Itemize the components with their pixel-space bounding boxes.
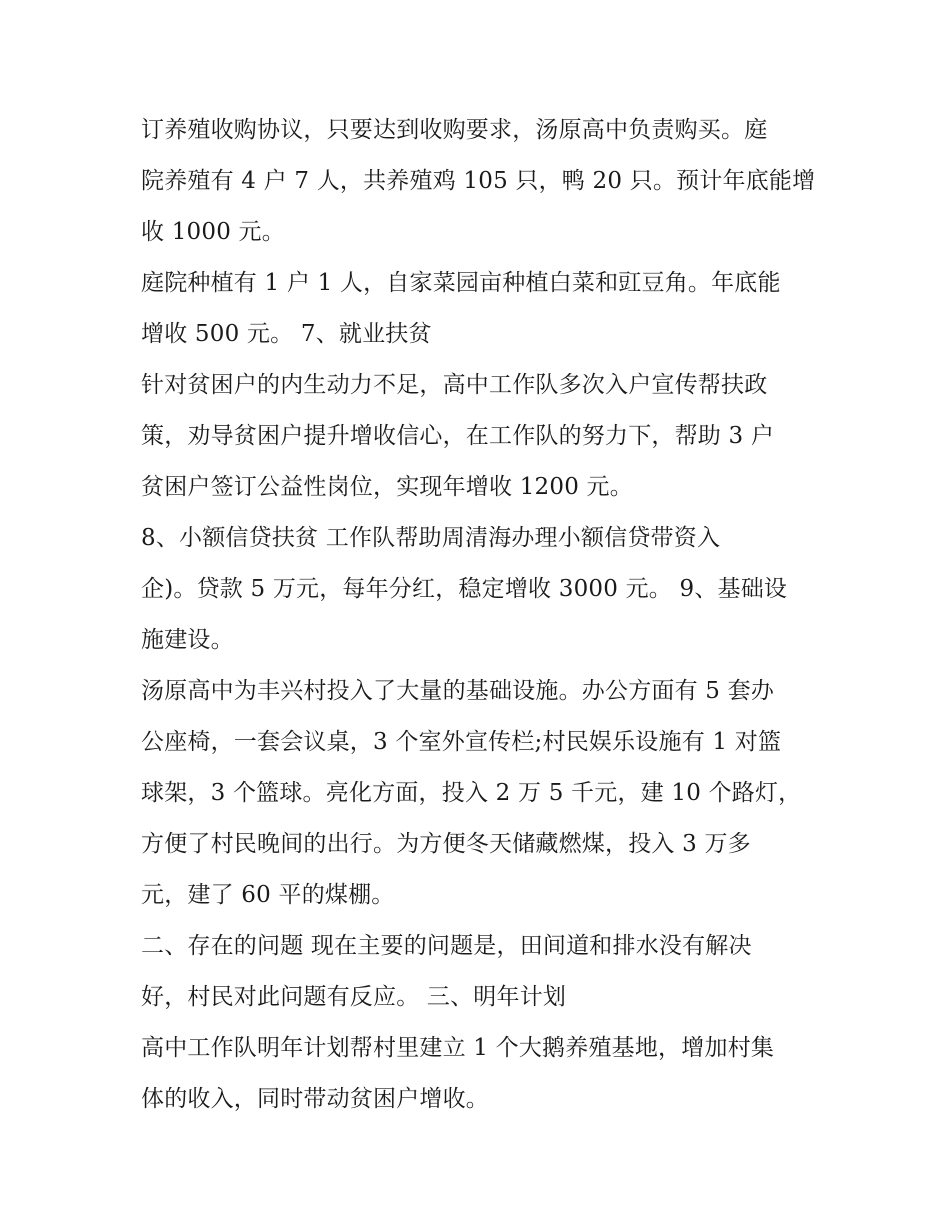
text-line: 施建设。 xyxy=(141,627,234,653)
text-line: 二、存在的问题 现在主要的问题是，田间道和排水没有解决 xyxy=(141,933,752,959)
text-line: 方便了村民晚间的出行。为方便冬天储藏燃煤，投入 3 万多 xyxy=(141,831,751,857)
text-line: 公座椅，一套会议桌，3 个室外宣传栏;村民娱乐设施有 1 对篮 xyxy=(141,729,782,755)
text-line: 增收 500 元。 7、就业扶贫 xyxy=(141,321,432,347)
text-line: 元，建了 60 平的煤棚。 xyxy=(141,882,395,908)
text-line: 策，劝导贫困户提升增收信心，在工作队的努力下，帮助 3 户 xyxy=(141,423,775,449)
text-line: 订养殖收购协议，只要达到收购要求，汤原高中负责购买。庭 xyxy=(141,117,768,143)
text-line: 球架，3 个篮球。亮化方面，投入 2 万 5 千元，建 10 个路灯， xyxy=(141,780,802,806)
text-line: 8、小额信贷扶贫 工作队帮助周清海办理小额信贷带资入 xyxy=(141,525,721,551)
text-line: 高中工作队明年计划帮村里建立 1 个大鹅养殖基地，增加村集 xyxy=(141,1035,775,1061)
text-line: 贫困户签订公益性岗位，实现年增收 1200 元。 xyxy=(141,474,633,500)
text-line: 好，村民对此问题有反应。 三、明年计划 xyxy=(141,984,567,1010)
text-line: 收 1000 元。 xyxy=(141,219,285,245)
text-line: 汤原高中为丰兴村投入了大量的基础设施。办公方面有 5 套办 xyxy=(141,678,775,704)
body-text xyxy=(141,105,831,1125)
text-line: 企)。贷款 5 万元，每年分红，稳定增收 3000 元。 9、基础设 xyxy=(141,576,788,602)
text-line: 院养殖有 4 户 7 人，共养殖鸡 105 只，鸭 20 只。预计年底能增 xyxy=(141,168,816,194)
text-line: 体的收入，同时带动贫困户增收。 xyxy=(141,1086,489,1112)
text-line: 针对贫困户的内生动力不足，高中工作队多次入户宣传帮扶政 xyxy=(141,372,768,398)
text-line: 庭院种植有 1 户 1 人，自家菜园亩种植白菜和豇豆角。年底能 xyxy=(141,270,781,296)
